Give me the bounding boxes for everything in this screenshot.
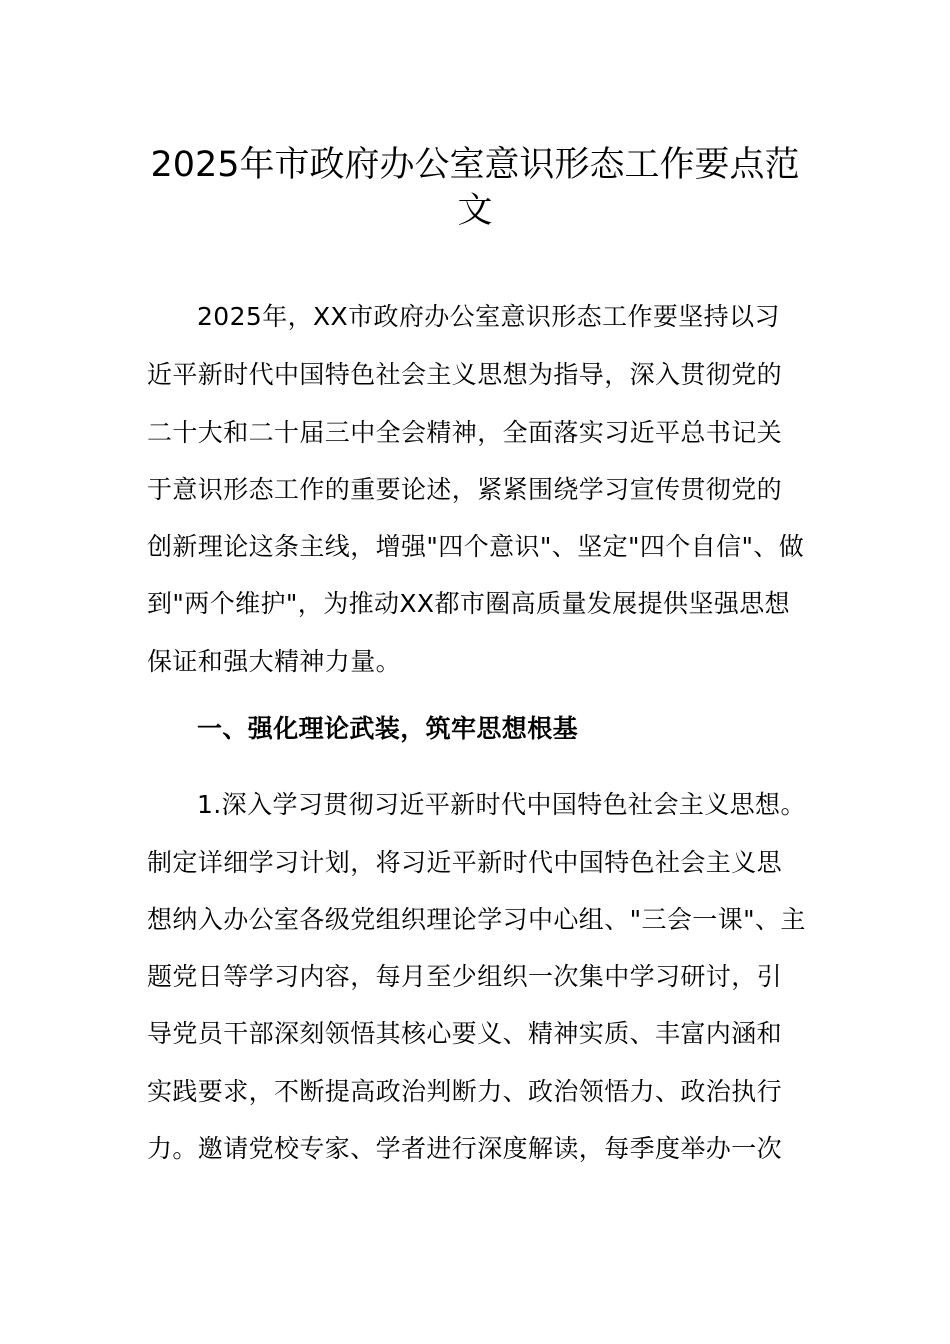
paragraph-1-line-5: 创新理论这条主线，增强"四个意识"、坚定"四个自信"、做 <box>147 532 805 561</box>
paragraph-1-line-6: 到"两个维护"，为推动XX都市圈高质量发展提供坚强思想 <box>147 589 791 618</box>
document-title-line-1: 2025年市政府办公室意识形态工作要点范 <box>150 145 800 185</box>
paragraph-2-line-6: 实践要求，不断提高政治判断力、政治领悟力、政治执行 <box>147 1077 783 1106</box>
paragraph-2-line-2: 制定详细学习计划，将习近平新时代中国特色社会主义思 <box>147 848 783 877</box>
section-heading-1: 一、强化理论武装，筑牢思想根基 <box>197 714 579 743</box>
paragraph-1-line-2: 近平新时代中国特色社会主义思想为指导，深入贯彻党的 <box>147 360 783 389</box>
paragraph-2-line-7: 力。邀请党校专家、学者进行深度解读，每季度举办一次 <box>147 1134 783 1163</box>
paragraph-1-line-3: 二十大和二十届三中全会精神，全面落实习近平总书记关 <box>147 418 783 447</box>
paragraph-1-line-1: 2025年，XX市政府办公室意识形态工作要坚持以习 <box>197 302 780 331</box>
paragraph-1-line-7: 保证和强大精神力量。 <box>147 647 402 676</box>
paragraph-2-line-4: 题党日等学习内容，每月至少组织一次集中学习研讨，引 <box>147 962 783 991</box>
paragraph-2-line-3: 想纳入办公室各级党组织理论学习中心组、"三会一课"、主 <box>147 905 806 934</box>
document-title-line-2: 文 <box>457 191 493 231</box>
paragraph-1-line-4: 于意识形态工作的重要论述，紧紧围绕学习宣传贯彻党的 <box>147 475 783 504</box>
paragraph-2-line-5: 导党员干部深刻领悟其核心要义、精神实质、丰富内涵和 <box>147 1019 783 1048</box>
paragraph-2-line-1: 1.深入学习贯彻习近平新时代中国特色社会主义思想。 <box>197 790 806 819</box>
